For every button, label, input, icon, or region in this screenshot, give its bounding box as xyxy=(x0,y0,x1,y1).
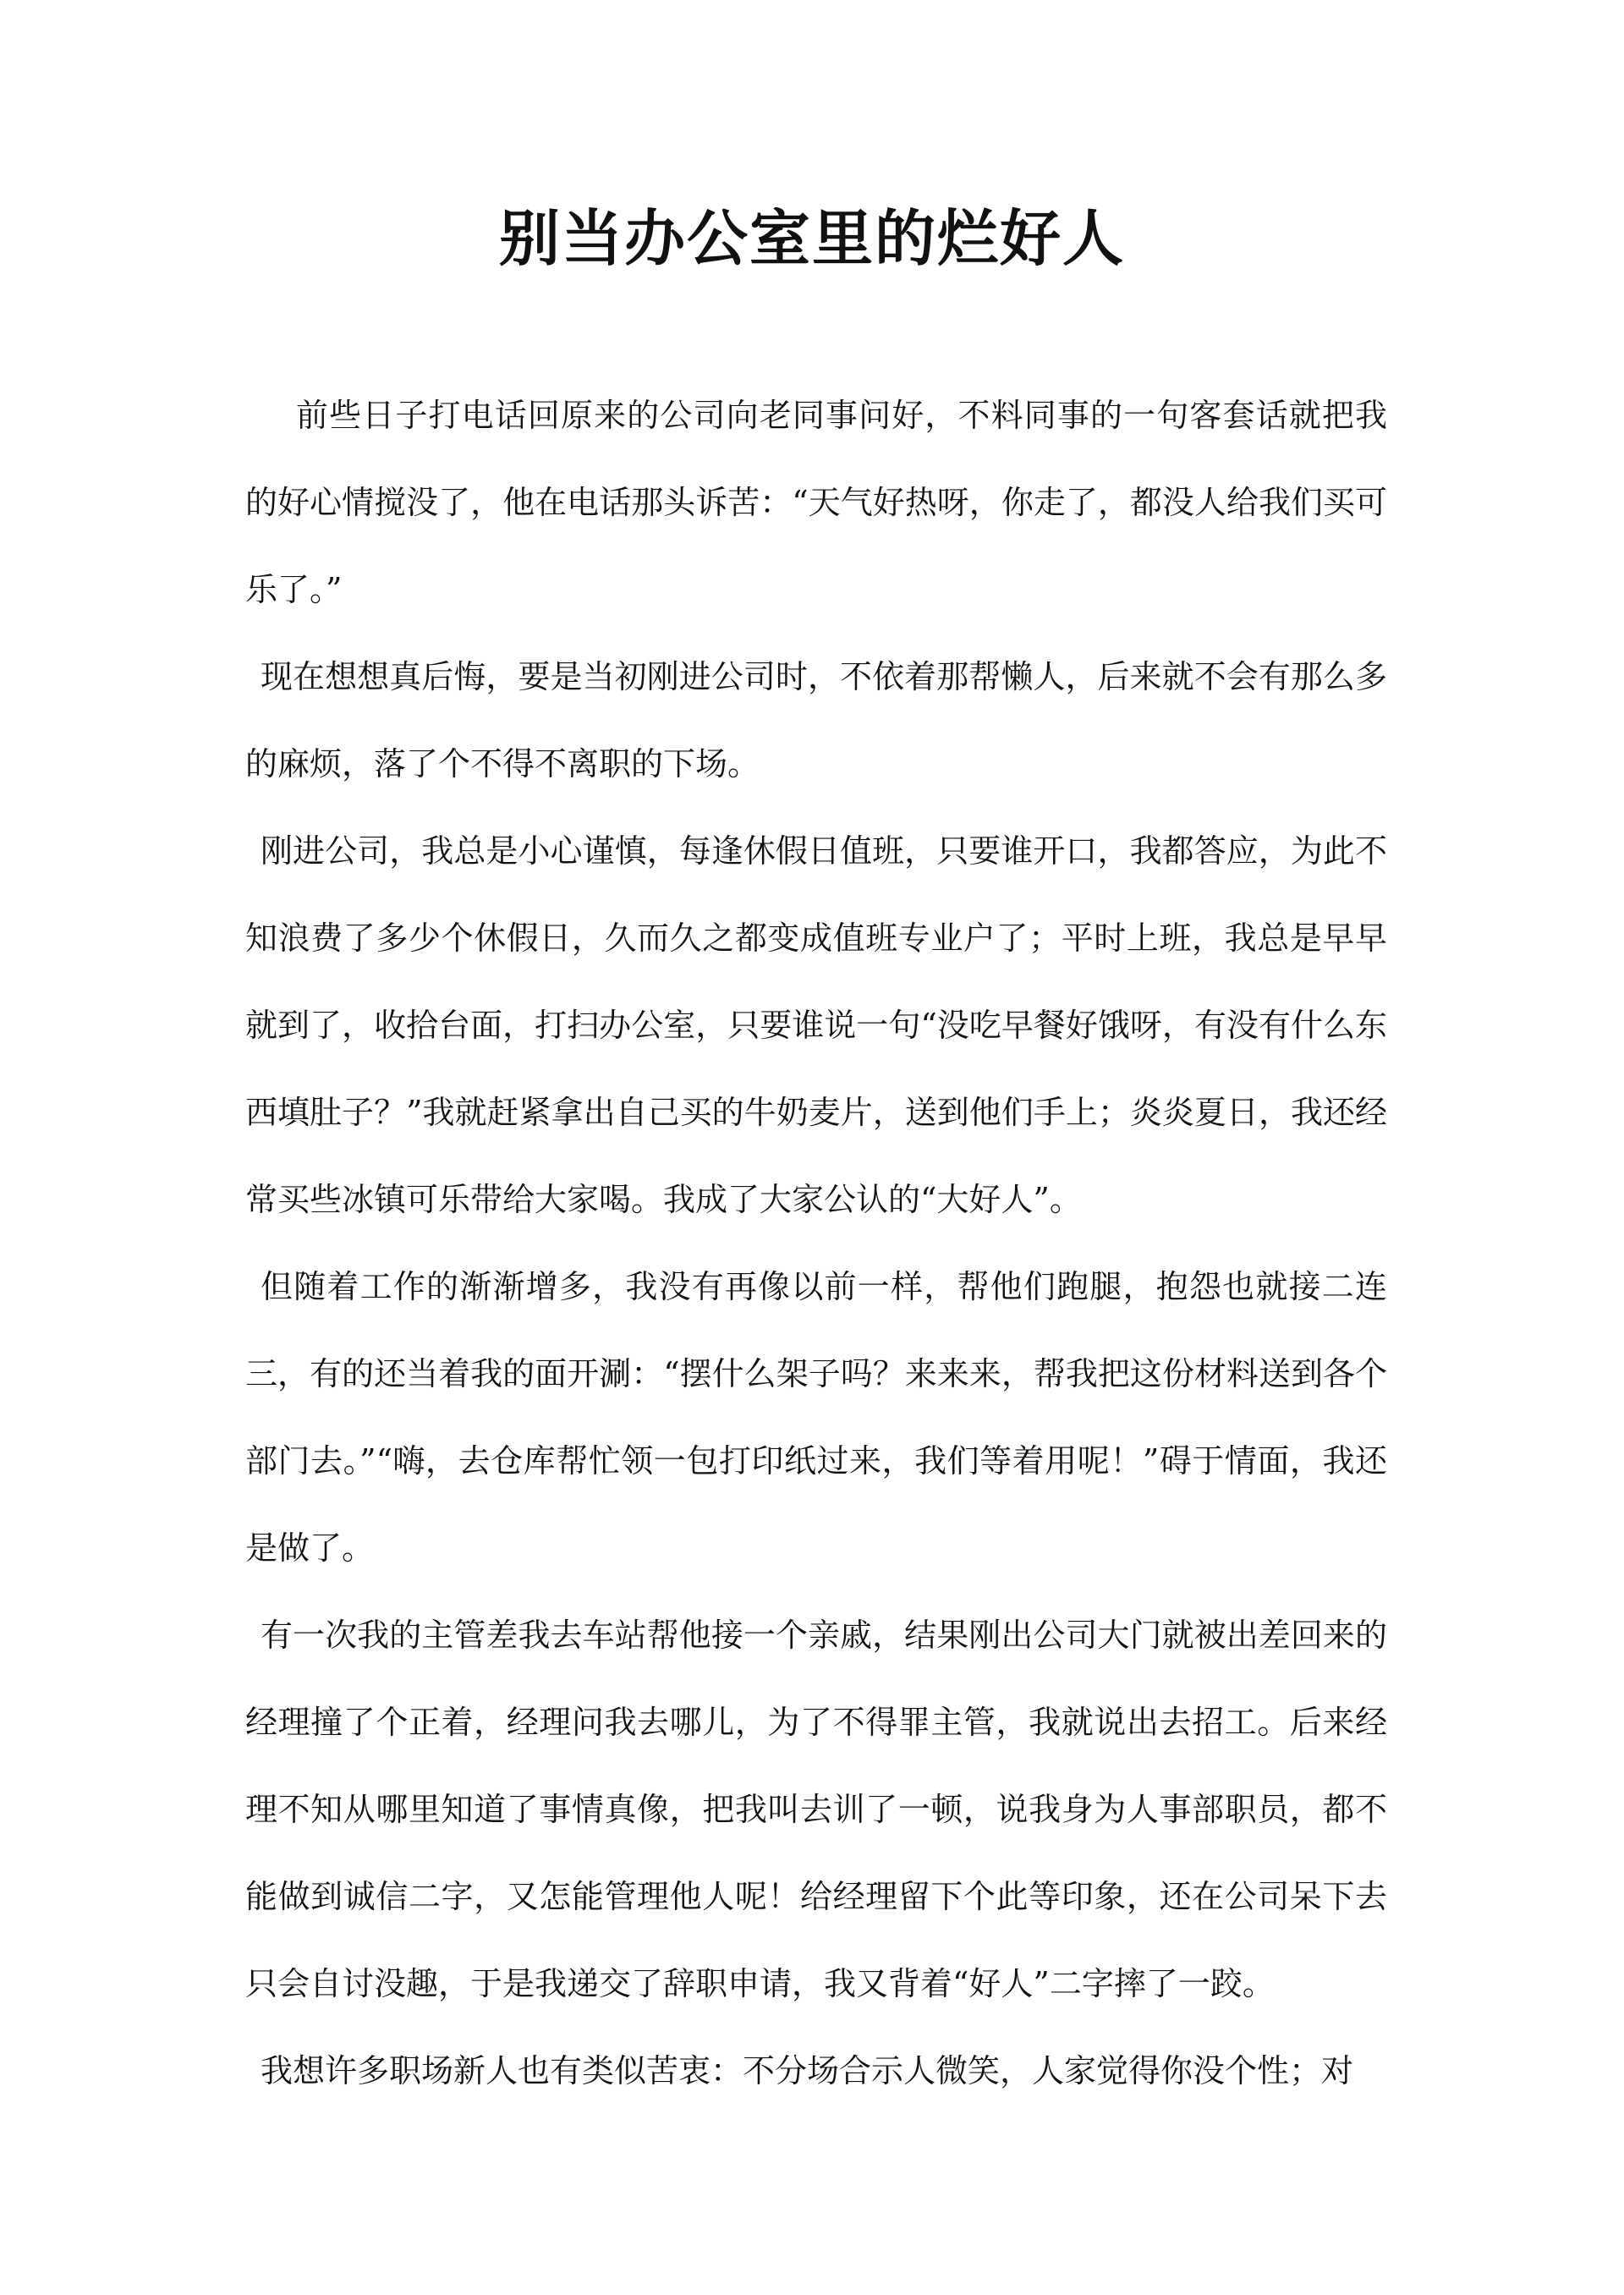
paragraph-2: 现在想想真后悔，要是当初刚进公司时，不依着那帮懒人，后来就不会有那么多的麻烦，落了个不得不离职的下场。 xyxy=(245,658,1387,782)
paragraph-4: 但随着工作的渐渐增多，我没有再像以前一样，帮他们跑腿，抱怨也就接二连三，有的还当着我的面开涮：“摆什么架子吗？来来来，帮我把这份材料送到各个部门去。”“嗨，去仓库帮忙领一包打印纸过来，我们等着用呢！”碍于情面，我还是做了。 xyxy=(245,1268,1387,1567)
paragraph-1: 前些日子打电话回原来的公司向老同事问好，不料同事的一句客套话就把我的好心情搅没了，他在电话那头诉苦：“天气好热呀，你走了，都没人给我们买可乐了。” xyxy=(245,397,1387,608)
document-body xyxy=(245,372,1387,2115)
paragraph-6: 我想许多职场新人也有类似苦衷：不分场合示人微笑，人家觉得你没个性；对 xyxy=(261,2052,1354,2089)
paragraph-3: 刚进公司，我总是小心谨慎，每逢休假日值班，只要谁开口，我都答应，为此不知浪费了多少个休假日，久而久之都变成值班专业户了；平时上班，我总是早早就到了，收拾台面，打扫办公室，只要谁说一句“没吃早餐好饿呀，有没有什么东西填肚子？”我就赶紧拿出自己买的牛奶麦片，送到他们手上；炎炎夏日，我还经常买些冰镇可乐带给大家喝。我成了大家公认的“大好人”。 xyxy=(245,832,1387,1218)
paragraph-5: 有一次我的主管差我去车站帮他接一个亲戚，结果刚出公司大门就被出差回来的经理撞了个正着，经理问我去哪儿，为了不得罪主管，我就说出去招工。后来经理不知从哪里知道了事情真像，把我叫去训了一顿，说我身为人事部职员，都不能做到诚信二字，又怎能管理他人呢！给经理留下个此等印象，还在公司呆下去只会自讨没趣，于是我递交了辞职申请，我又背着“好人”二字摔了一跤。 xyxy=(245,1617,1387,2002)
document-title: 别当办公室里的烂好人 xyxy=(498,202,1125,274)
